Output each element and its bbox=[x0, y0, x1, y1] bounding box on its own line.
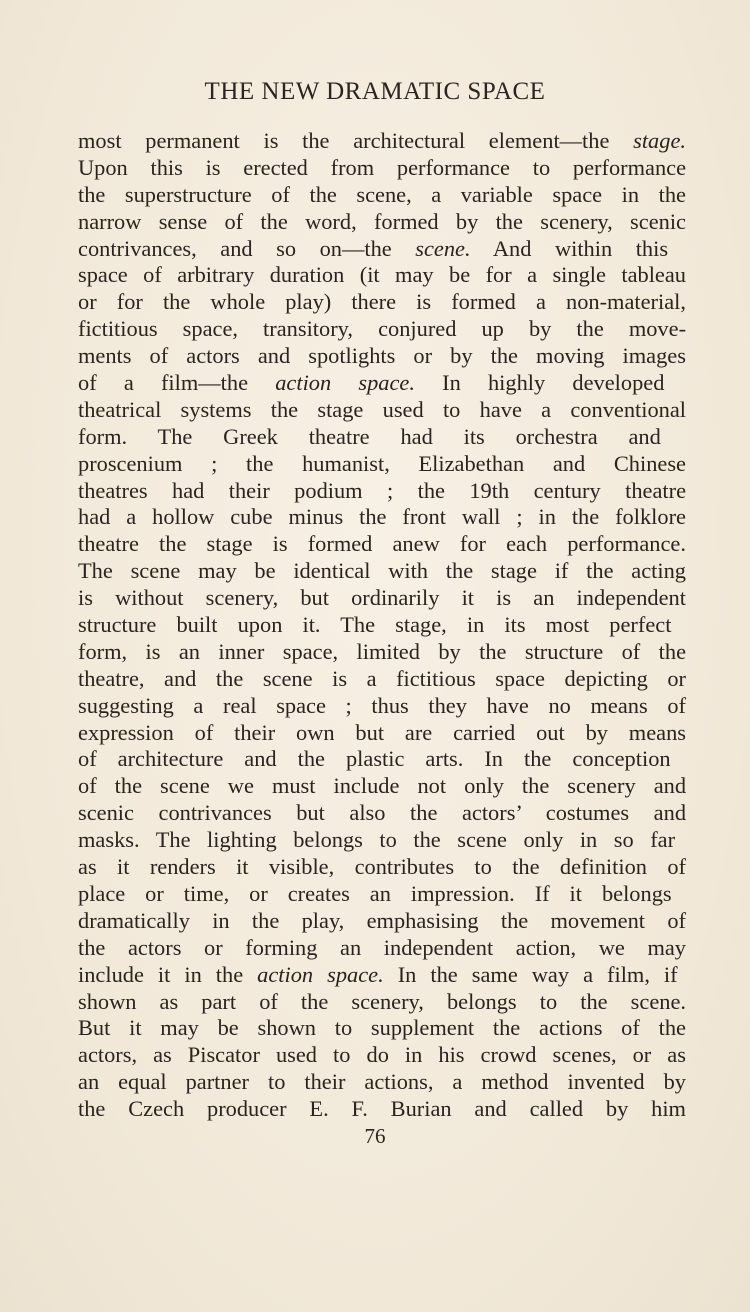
text-run: In highly developed bbox=[414, 370, 665, 396]
text-line bbox=[78, 881, 686, 908]
text-run: include it in the bbox=[78, 961, 258, 987]
text-run: is without scenery, but ordinarily it is an independent bbox=[78, 585, 686, 611]
text-run: proscenium ; the humanist, Elizabethan and Chinese bbox=[78, 450, 686, 476]
text-line bbox=[78, 531, 686, 558]
italic-term: scene. bbox=[415, 235, 471, 261]
text-run: Upon this is erected from performance to performance bbox=[78, 154, 686, 180]
text-line bbox=[78, 289, 686, 316]
text-line bbox=[78, 1042, 686, 1069]
text-run: theatres had their podium ; the 19th century theatre bbox=[78, 477, 686, 503]
text-run: most permanent is the architectural element—the bbox=[78, 128, 634, 153]
text-line bbox=[78, 935, 686, 962]
text-run: actors, as Piscator used to do in his crowd scenes, or as bbox=[78, 1042, 686, 1068]
text-run: theatre the stage is formed anew for each performance. bbox=[78, 531, 686, 557]
body-text bbox=[78, 128, 686, 1123]
text-run: had a hollow cube minus the front wall ; in the folklore bbox=[78, 504, 686, 530]
text-run: theatre, and the scene is a fictitious space depicting or bbox=[78, 665, 686, 691]
text-line bbox=[78, 773, 686, 800]
text-run: dramatically in the play, emphasising the movement of bbox=[78, 907, 686, 933]
text-run: space of arbitrary duration (it may be for a single tableau bbox=[78, 262, 686, 288]
text-run: or for the whole play) there is formed a non-material, bbox=[78, 289, 686, 315]
text-run: And within this bbox=[470, 235, 669, 261]
text-line bbox=[78, 343, 686, 370]
italic-term: action space. bbox=[257, 961, 384, 987]
text-run: But it may be shown to supplement the actions of the bbox=[78, 1015, 686, 1041]
text-run: scenic contrivances but also the actors’ costumes and bbox=[78, 800, 686, 826]
text-line bbox=[78, 827, 686, 854]
text-line bbox=[78, 800, 686, 827]
text-line bbox=[78, 316, 686, 343]
text-line bbox=[78, 1015, 686, 1042]
page-number: 76 bbox=[364, 1124, 386, 1148]
text-run: form, is an inner space, limited by the structure of the bbox=[78, 638, 686, 664]
text-run: The scene may be identical with the stage if the acting bbox=[78, 558, 686, 584]
text-line bbox=[78, 397, 686, 424]
text-run: of architecture and the plastic arts. In the conception bbox=[78, 746, 671, 772]
text-run: expression of their own but are carried out by means bbox=[78, 719, 686, 745]
text-line bbox=[78, 854, 686, 881]
text-run: the actors or forming an independent action, we may bbox=[78, 934, 686, 960]
italic-term: stage. bbox=[633, 128, 686, 153]
text-line bbox=[78, 236, 686, 263]
text-run: ments of actors and spotlights or by the moving images bbox=[78, 343, 686, 369]
text-line bbox=[78, 746, 686, 773]
text-line bbox=[78, 720, 686, 747]
text-line bbox=[78, 908, 686, 935]
text-run: In the same way a film, if bbox=[383, 961, 678, 987]
text-run: narrow sense of the word, formed by the scenery, scenic bbox=[78, 208, 686, 234]
text-line bbox=[78, 612, 686, 639]
text-line bbox=[78, 1096, 686, 1123]
text-line bbox=[78, 585, 686, 612]
text-line bbox=[78, 370, 686, 397]
text-line bbox=[78, 504, 686, 531]
text-line bbox=[78, 424, 686, 451]
text-run: theatrical systems the stage used to have a conventional bbox=[78, 396, 686, 422]
text-run: the superstructure of the scene, a variable space in the bbox=[78, 181, 686, 207]
text-line bbox=[78, 262, 686, 289]
text-run: of a film—the bbox=[78, 370, 276, 396]
text-run: of the scene we must include not only the scenery and bbox=[78, 773, 686, 799]
text-run: form. The Greek theatre had its orchestra and bbox=[78, 423, 661, 449]
text-line bbox=[78, 478, 686, 505]
text-run: fictitious space, transitory, conjured up by the move- bbox=[78, 316, 686, 342]
text-line bbox=[78, 451, 686, 478]
text-run: an equal partner to their actions, a method invented by bbox=[78, 1069, 686, 1095]
text-line bbox=[78, 128, 686, 155]
text-run: the Czech producer E. F. Burian and called by him bbox=[78, 1096, 686, 1122]
text-line bbox=[78, 155, 686, 182]
text-run: as it renders it visible, contributes to the definition of bbox=[78, 854, 686, 880]
text-run: shown as part of the scenery, belongs to the scene. bbox=[78, 988, 686, 1014]
text-run: masks. The lighting belongs to the scene only in so far bbox=[78, 827, 676, 853]
text-line bbox=[78, 693, 686, 720]
text-line bbox=[78, 182, 686, 209]
text-line bbox=[78, 558, 686, 585]
text-line bbox=[78, 989, 686, 1016]
text-run: suggesting a real space ; thus they have no means of bbox=[78, 692, 686, 718]
text-run: structure built upon it. The stage, in its most perfect bbox=[78, 612, 672, 638]
text-line bbox=[78, 666, 686, 693]
text-line bbox=[78, 962, 686, 989]
text-run: place or time, or creates an impression. If it belongs bbox=[78, 880, 672, 906]
text-line bbox=[78, 639, 686, 666]
italic-term: action space. bbox=[275, 370, 415, 396]
running-head: THE NEW DRAMATIC SPACE bbox=[204, 78, 546, 105]
text-run: contrivances, and so on—the bbox=[78, 235, 416, 261]
text-line bbox=[78, 209, 686, 236]
text-line bbox=[78, 1069, 686, 1096]
